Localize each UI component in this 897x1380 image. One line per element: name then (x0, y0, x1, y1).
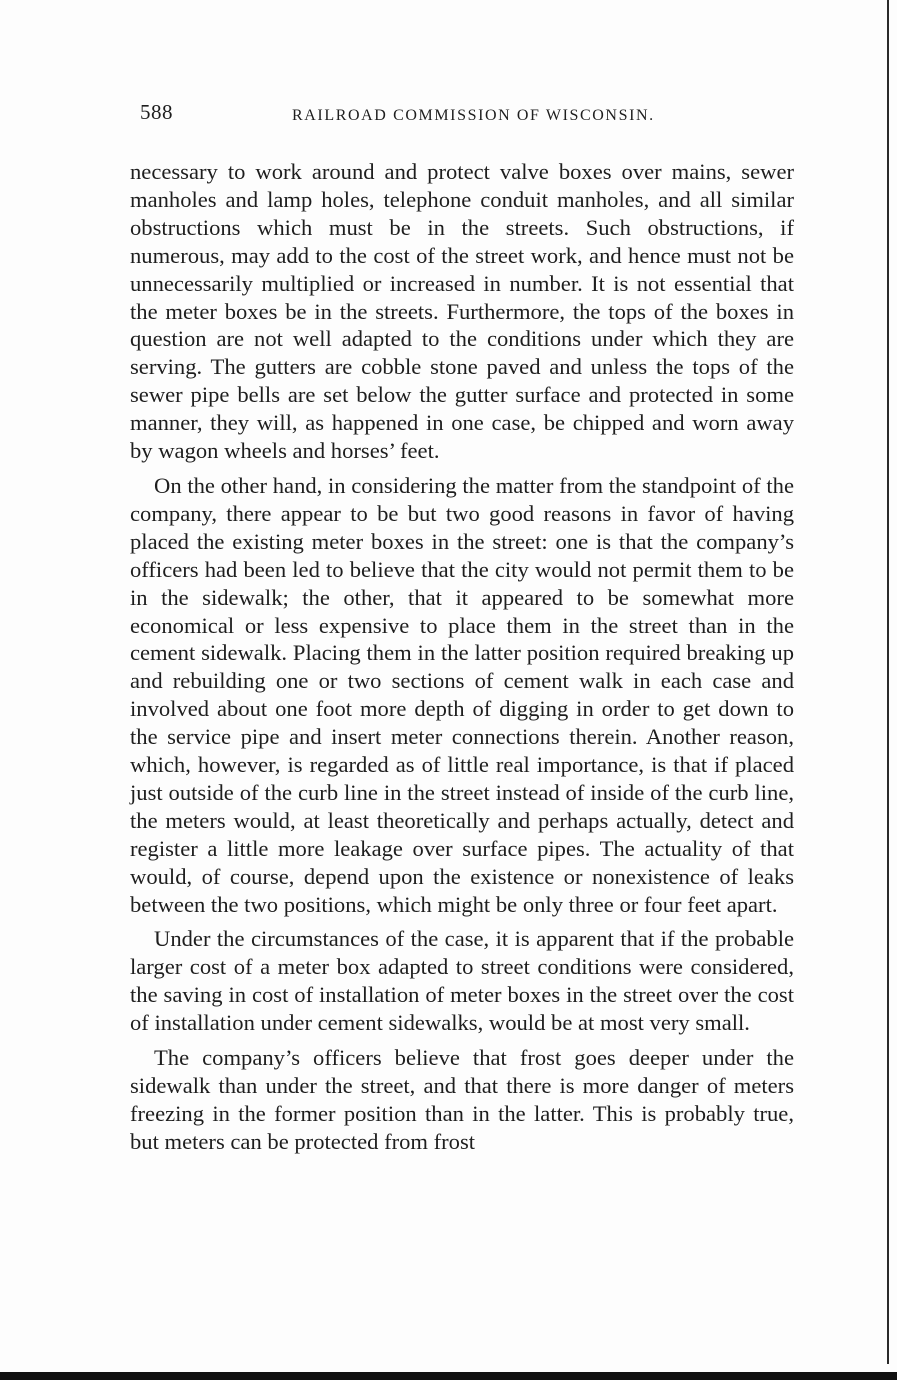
paragraph: Under the circumstances of the case, it is apparent that if the probable larger cost of a meter box adapted to street conditions were considered, the saving in cost of installation of meter boxes in the street over the cost of installation under cement sidewalks, would be at most very small. (130, 926, 794, 1036)
paragraph: On the other hand, in considering the matter from the standpoint of the company, there appear to be but two good reasons in favor of having placed the existing meter boxes in the street: one is that the company’s officers had been led to believe that the city would not permit them to be in the sidewalk; the other, that it appeared to be somewhat more economical or less expensive to place them in the street than in the cement sidewalk. Placing them in the latter position required breaking up and rebuilding one or two sections of cement walk in each case and involved about one foot more depth of digging in order to get down to the service pipe and insert meter connections therein. Another reason, which, however, is regarded as of little real importance, is that if placed just outside of the curb line in the street instead of inside of the curb line, the meters would, at least theoretically and perhaps actually, detect and register a little more leakage over surface pipes. The actuality of that would, of course, depend upon the existence or nonexistence of leaks between the two positions, which might be only three or four feet apart. (130, 472, 794, 917)
body-text (130, 158, 794, 1163)
paragraph: The company’s officers believe that frost goes deeper under the sidewalk than under the street, and that there is more danger of meters freezing in the former position than in the latter. This is probably true, but meters can be protected from frost (130, 1045, 794, 1154)
page-edge-rule (887, 0, 889, 1364)
page-number: 588 (140, 100, 173, 124)
page-header (140, 100, 800, 130)
running-head: RAILROAD COMMISSION OF WISCONSIN. (292, 107, 655, 124)
scan-bottom-border (0, 1372, 897, 1380)
paragraph-continued: necessary to work around and protect valve boxes over mains, sewer manholes and lamp holes, telephone conduit manholes, and all similar obstructions which must be in the streets. Such obstructions, if numerous, may add to the cost of the street work, and hence must not be unnecessarily multiplied or increased in number. It is not essential that the meter boxes be in the streets. Furthermore, the tops of the boxes in question are not well adapted to the conditions under which they are serving. The gutters are cobble stone paved and unless the tops of the sewer pipe bells are set below the gutter surface and protected in some manner, they will, as happened in one case, be chipped and worn away by wagon wheels and horses’ feet. (130, 159, 794, 464)
